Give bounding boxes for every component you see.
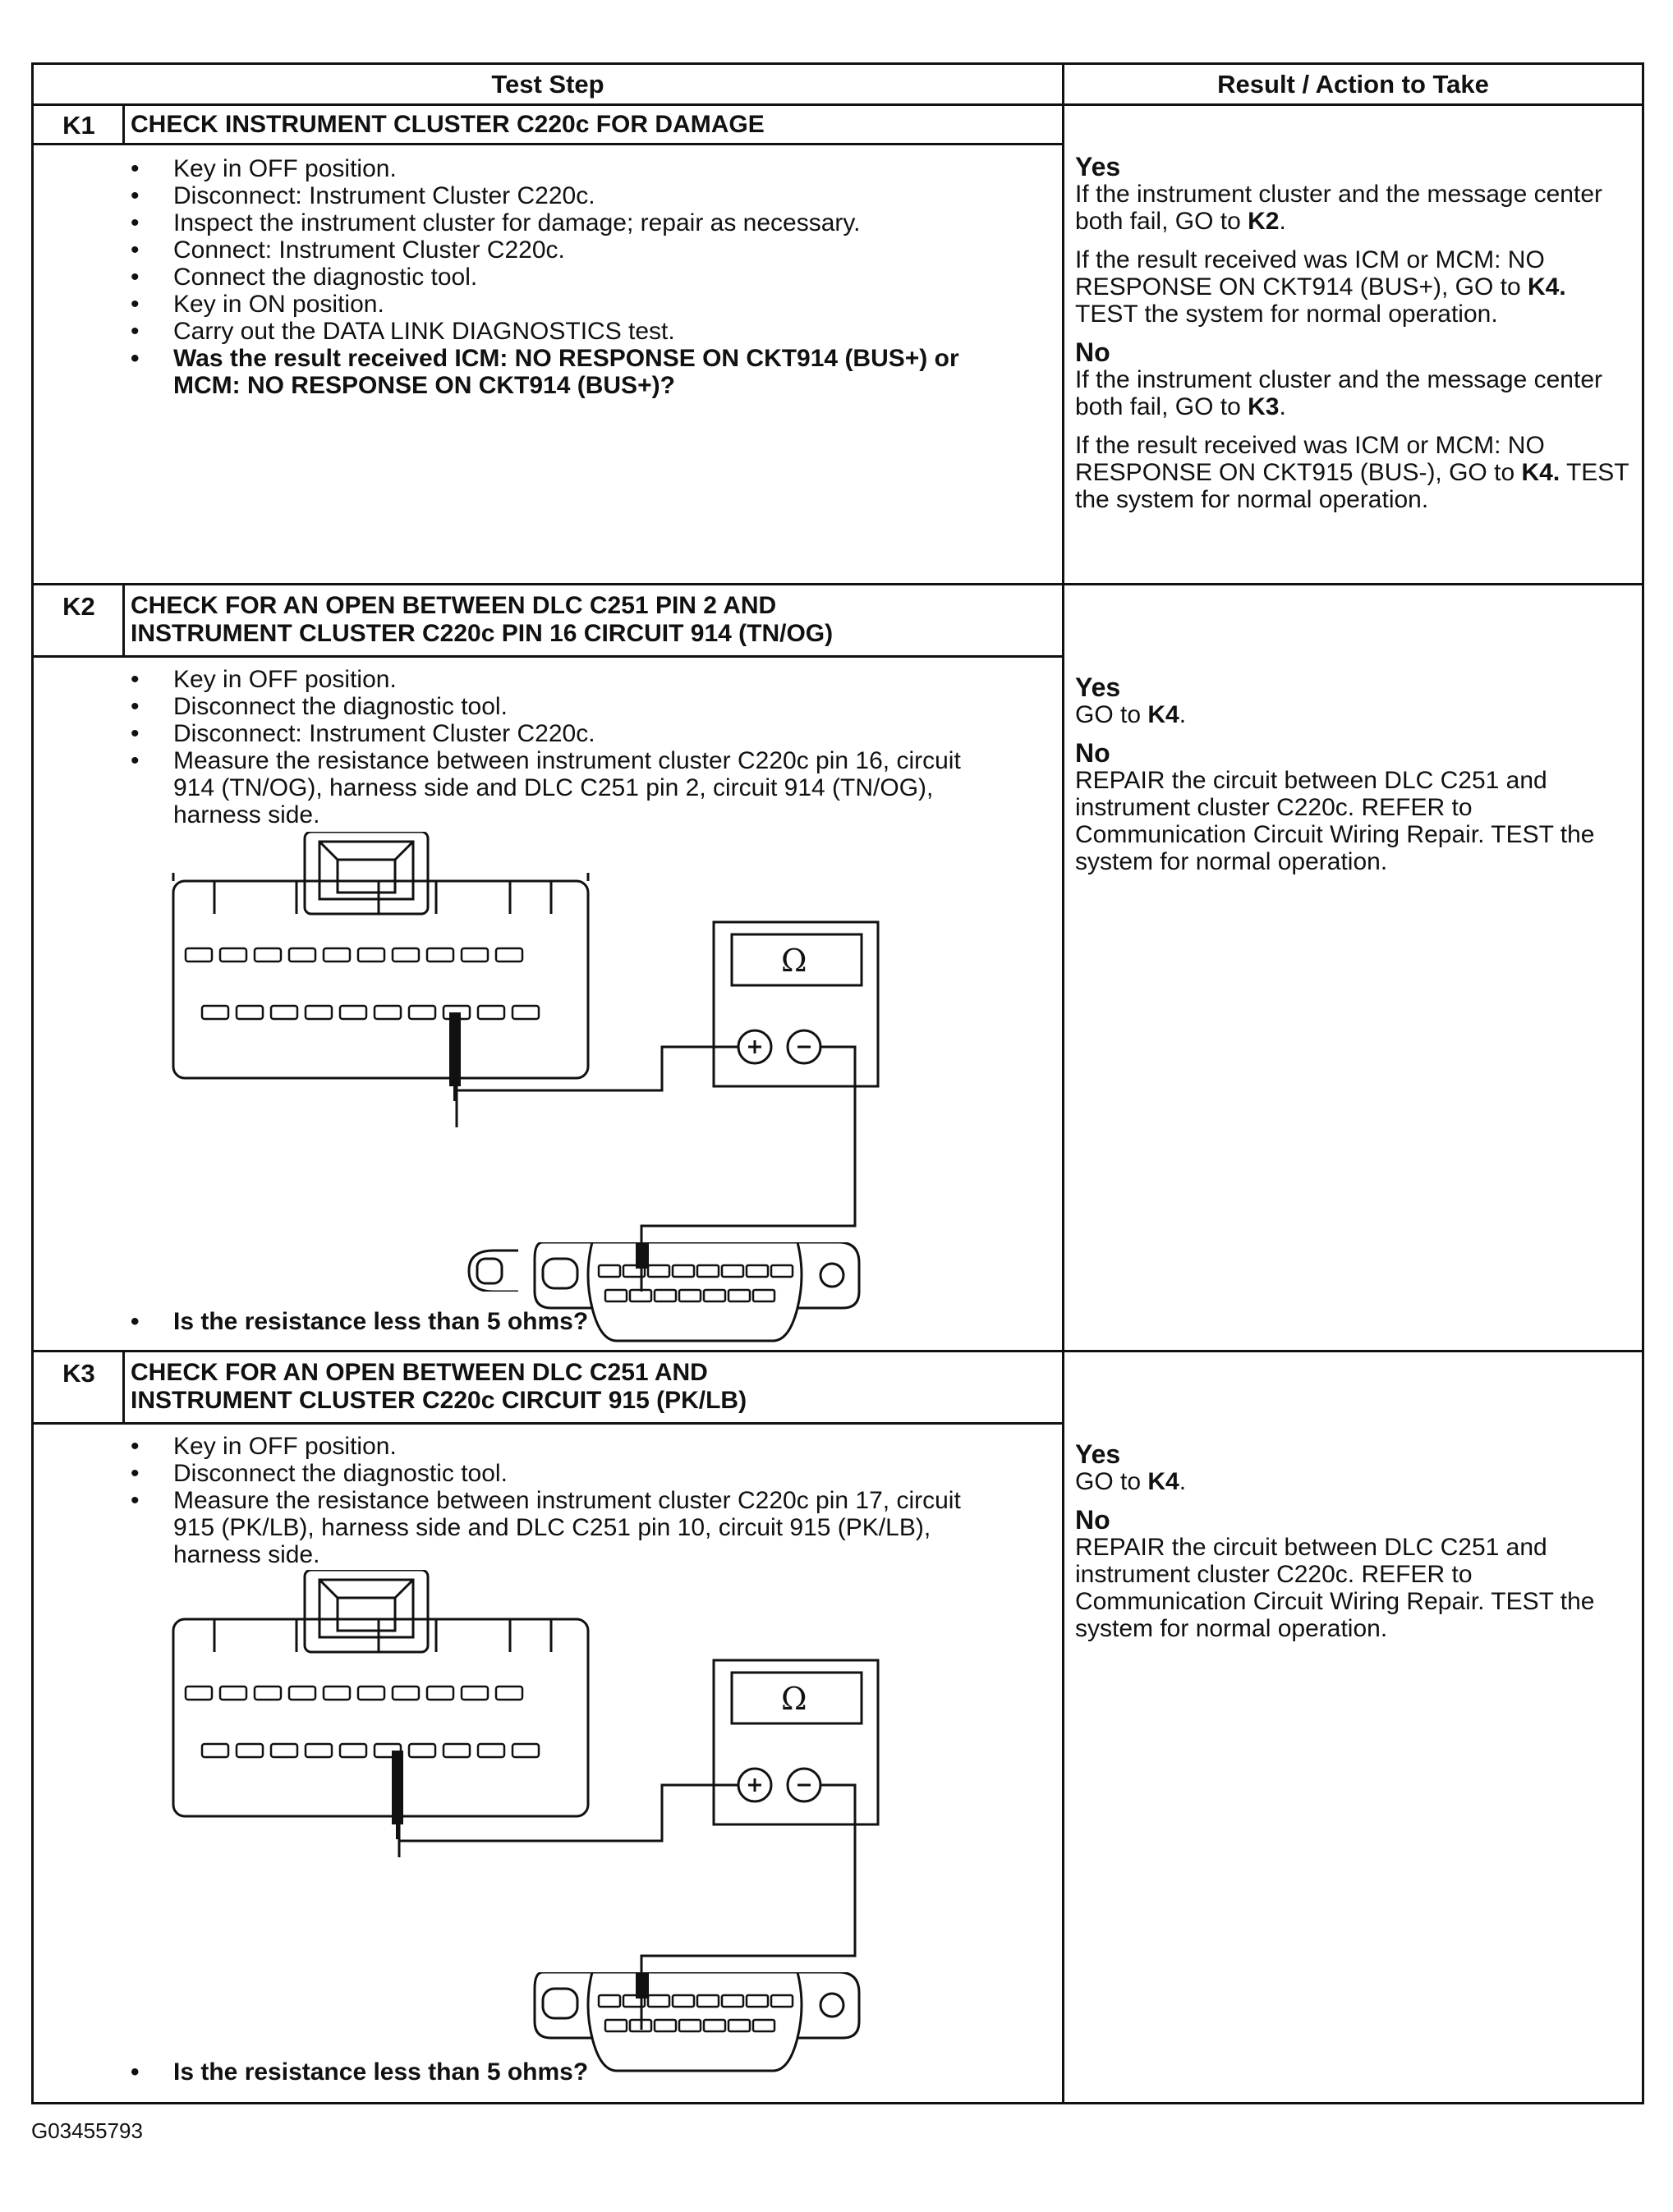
result-action <box>1075 147 1634 525</box>
step-question: • Is the resistance less than 5 ohms? <box>131 1308 588 1336</box>
list-item: • Measure the resistance between instrument cluster C220c pin 17, circuit 915 (PK/LB), harness side and DLC C251 pin 10, circuit 915 (PK/LB), harness side. <box>131 1487 977 1568</box>
list-item: • Inspect the instrument cluster for damage; repair as necessary. <box>131 209 1050 236</box>
step-id: K1 <box>62 111 95 140</box>
yes-label: Yes <box>1075 672 1121 702</box>
table-header <box>34 65 1642 106</box>
list-item: • Disconnect the diagnostic tool. <box>131 1460 977 1487</box>
no-label: No <box>1075 1505 1110 1535</box>
step-id: K2 <box>62 592 95 621</box>
step-instructions <box>131 666 977 828</box>
step-id: K3 <box>62 1359 95 1388</box>
column-divider <box>1062 65 1064 2102</box>
header-test-step: Test Step <box>491 70 604 99</box>
step-title-bar <box>34 1352 1062 1425</box>
list-item: • Measure the resistance between instrument cluster C220c pin 16, circuit 914 (TN/OG), harness side and DLC C251 pin 2, circuit 914 (TN/OG), harness side. <box>131 747 977 828</box>
result-text: If the instrument cluster and the message center both fail, GO to K3. <box>1075 366 1602 420</box>
list-item: • Disconnect: Instrument Cluster C220c. <box>131 182 1050 209</box>
step-row-k3 <box>34 1352 1642 2102</box>
step-title: CHECK INSTRUMENT CLUSTER C220c FOR DAMAGE <box>131 111 765 138</box>
ohm-symbol: Ω <box>781 943 807 979</box>
list-item: • Connect the diagnostic tool. <box>131 264 1050 291</box>
instrument-cluster-connector <box>173 881 588 1078</box>
yes-label: Yes <box>1075 152 1121 181</box>
list-item: • Key in ON position. <box>131 291 1050 318</box>
step-title: CHECK FOR AN OPEN BETWEEN DLC C251 AND <box>131 1359 708 1386</box>
step-instructions <box>131 1433 977 1568</box>
result-text: REPAIR the circuit between DLC C251 and instrument cluster C220c. REFER to Communication Circuit Wiring Repair. TEST the system for normal operation. <box>1075 767 1595 875</box>
result-text: GO to K4. <box>1075 1468 1187 1495</box>
step-title: INSTRUMENT CLUSTER C220c PIN 16 CIRCUIT 914 (TN/OG) <box>131 620 834 647</box>
figure-id: G03455793 <box>31 2118 143 2143</box>
list-item: • Disconnect: Instrument Cluster C220c. <box>131 720 977 747</box>
resistance-test-diagram <box>165 1570 888 2030</box>
list-item: • Key in OFF position. <box>131 666 977 693</box>
result-text: GO to K4. <box>1075 701 1187 728</box>
result-text: If the result received was ICM or MCM: NO RESPONSE ON CKT914 (BUS+), GO to K4. TEST the system for normal operation. <box>1075 246 1566 328</box>
result-text: If the instrument cluster and the message center both fail, GO to K2. <box>1075 181 1602 235</box>
step-title: INSTRUMENT CLUSTER C220c CIRCUIT 915 (PK/LB) <box>131 1387 747 1414</box>
no-label: No <box>1075 337 1110 367</box>
result-text: REPAIR the circuit between DLC C251 and instrument cluster C220c. REFER to Communication Circuit Wiring Repair. TEST the system for normal operation. <box>1075 1534 1595 1642</box>
step-row-k1 <box>34 106 1642 585</box>
step-question: • Is the resistance less than 5 ohms? <box>131 2058 588 2086</box>
result-action <box>1075 668 1634 887</box>
dlc-connector <box>469 1251 518 1292</box>
header-result-action: Result / Action to Take <box>1217 70 1489 99</box>
ohm-symbol: Ω <box>781 1681 807 1717</box>
step-title-bar <box>34 106 1062 145</box>
list-item: • Connect: Instrument Cluster C220c. <box>131 236 1050 264</box>
yes-label: Yes <box>1075 1439 1121 1469</box>
result-text: If the result received was ICM or MCM: NO RESPONSE ON CKT915 (BUS-), GO to K4. TEST the system for normal operation. <box>1075 432 1629 513</box>
step-question: • Was the result received ICM: NO RESPONSE ON CKT914 (BUS+) or MCM: NO RESPONSE ON CKT914 (BUS+)? <box>131 345 1003 399</box>
diagnostic-table <box>31 62 1644 2104</box>
step-title: CHECK FOR AN OPEN BETWEEN DLC C251 PIN 2 AND <box>131 592 777 619</box>
step-instructions <box>131 155 1050 399</box>
result-action <box>1075 1434 1634 1654</box>
instrument-cluster-connector <box>173 1619 588 1816</box>
resistance-test-diagram <box>165 832 888 1292</box>
list-item: • Key in OFF position. <box>131 155 1050 182</box>
list-item: • Key in OFF position. <box>131 1433 977 1460</box>
no-label: No <box>1075 738 1110 768</box>
step-row-k2 <box>34 585 1642 1352</box>
list-item: • Disconnect the diagnostic tool. <box>131 693 977 720</box>
list-item: • Carry out the DATA LINK DIAGNOSTICS test. <box>131 318 1050 345</box>
step-title-bar <box>34 585 1062 658</box>
